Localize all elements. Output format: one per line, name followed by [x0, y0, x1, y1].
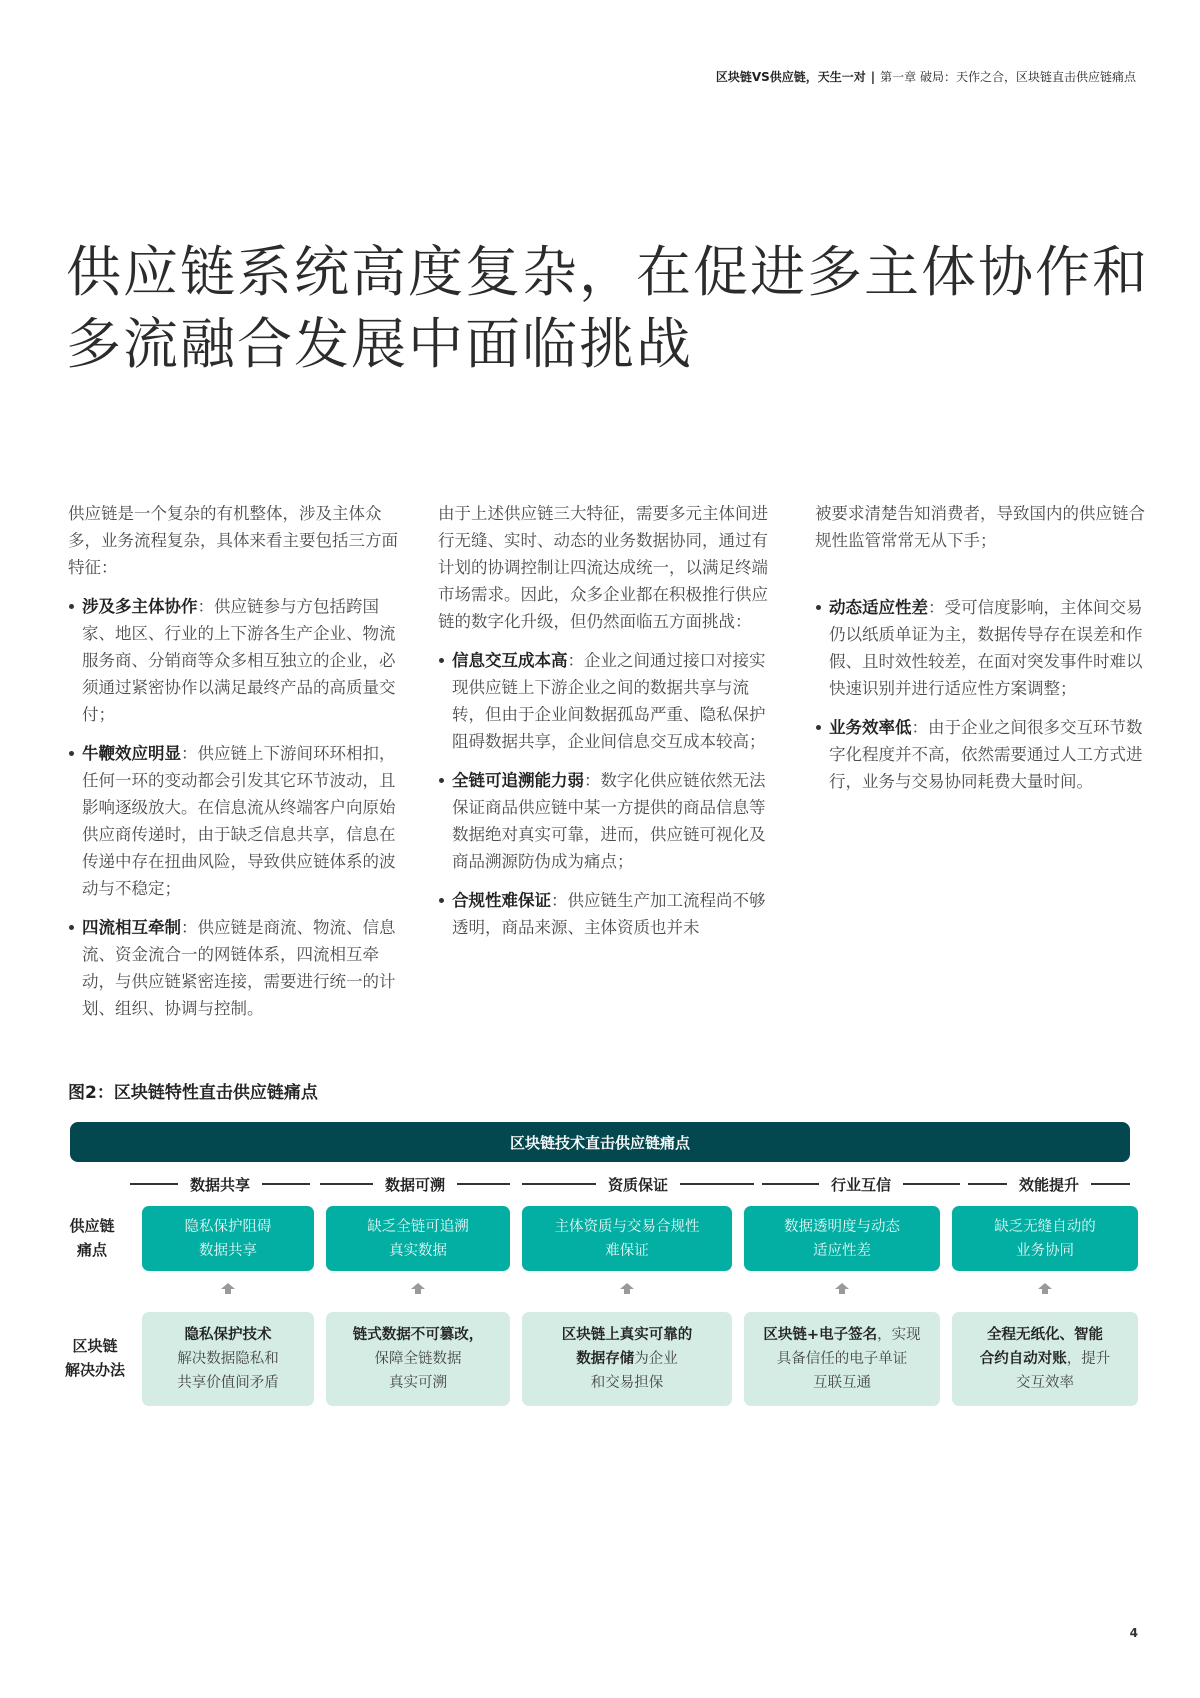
divider-line [680, 1183, 754, 1185]
category-label: 效能提升 [1019, 1175, 1080, 1194]
pain-point-box [522, 1206, 732, 1271]
solution-box [142, 1312, 314, 1406]
row-label-line: 解决办法 [64, 1361, 125, 1379]
bullet-item [815, 714, 1145, 795]
divider-line [903, 1183, 960, 1185]
solution-text: 解决数据隐私和 [177, 1351, 279, 1367]
divider-line [262, 1183, 310, 1185]
body-column-3 [815, 500, 1145, 807]
pain-point-box [326, 1206, 510, 1271]
pain-point-line: 数据共享 [199, 1242, 257, 1259]
solution-highlight: 合约自动对账 [979, 1351, 1067, 1367]
body-column-2 [438, 500, 768, 953]
solution-highlight: 隐私保护技术 [184, 1327, 272, 1343]
pain-point-line: 主体资质与交易合规性 [554, 1218, 700, 1235]
figure-banner [70, 1122, 1130, 1162]
solution-text: 为企业 [634, 1351, 678, 1367]
solution-line [562, 1347, 693, 1371]
bullet-term: 四流相互牵制 [82, 918, 181, 937]
solution-box [522, 1312, 732, 1406]
category-row [130, 1172, 1130, 1196]
row-label-line: 痛点 [76, 1241, 107, 1259]
pain-point-line: 数据透明度与动态 [784, 1218, 900, 1235]
solution-text: 互联互通 [813, 1375, 871, 1391]
solution-highlight: 链式数据不可篡改， [352, 1327, 484, 1343]
category-label: 数据可溯 [385, 1175, 446, 1194]
page-number: 4 [1129, 1626, 1138, 1640]
bullet-text: ：供应链是商流、物流、信息流、资金流合一的网链体系，四流相互牵动，与供应链紧密连接，需要进行统一的计划、组织、协调与控制。 [82, 918, 396, 1018]
solution-highlight: 区块链+电子签名 [763, 1327, 878, 1343]
category-header [320, 1172, 510, 1196]
solution-line [177, 1347, 279, 1371]
category-header [522, 1172, 754, 1196]
solution-line [980, 1371, 1111, 1395]
bullet-term: 全链可追溯能力弱 [452, 771, 584, 790]
category-label: 资质保证 [608, 1175, 669, 1194]
running-header-separator: | [870, 70, 876, 84]
bullet-item [68, 914, 404, 1022]
solution-highlight: 全程无纸化、智能 [987, 1327, 1103, 1343]
bullet-term: 涉及多主体协作 [82, 597, 198, 616]
column-2-intro: 由于上述供应链三大特征，需要多元主体间进行无缝、实时、动态的业务数据协同，通过有计划的协调控制让四流达成统一，以满足终端市场需求。因此，众多企业都在积极推行供应链的数字化升级，但仍然面临五方面挑战： [438, 504, 768, 631]
pain-point-line: 业务协同 [1016, 1242, 1074, 1259]
bullet-item [438, 887, 768, 941]
solution-line [980, 1347, 1111, 1371]
pain-point-line: 缺乏无缝自动的 [994, 1218, 1096, 1235]
divider-line [762, 1183, 819, 1185]
bullet-item [815, 594, 1145, 702]
bullet-term: 动态适应性差 [829, 598, 928, 617]
solution-line [177, 1371, 279, 1395]
bullet-text: ：由于企业之间很多交互环节数字化程度并不高，依然需要通过人工方式进行，业务与交易协同耗费大量时间。 [829, 718, 1143, 791]
divider-line [457, 1183, 510, 1185]
bullet-text: ：供应链生产加工流程尚不够透明，商品来源、主体资质也并未 [452, 891, 766, 937]
pain-point-line: 缺乏全链可追溯 [367, 1218, 469, 1235]
bullet-term: 信息交互成本高 [452, 651, 568, 670]
solution-line [177, 1323, 279, 1347]
solution-box [952, 1312, 1138, 1406]
solution-box [744, 1312, 940, 1406]
divider-line [968, 1183, 1007, 1185]
category-label: 数据共享 [190, 1175, 251, 1194]
category-header [968, 1172, 1130, 1196]
divider-line [130, 1183, 178, 1185]
pain-point-box [142, 1206, 314, 1271]
bullet-term: 牛鞭效应明显 [82, 744, 181, 763]
running-header [716, 68, 1136, 85]
solution-text: 交互效率 [1016, 1375, 1074, 1391]
bullet-item [438, 647, 768, 755]
solution-highlight: 数据存储 [576, 1351, 635, 1367]
divider-line [1091, 1183, 1130, 1185]
page-title: 供应链系统高度复杂，在促进多主体协作和多流融合发展中面临挑战 [66, 240, 1150, 376]
row-label-line: 供应链 [69, 1217, 115, 1235]
bullet-item [68, 740, 404, 902]
category-header [762, 1172, 960, 1196]
running-header-chapter: 第一章 破局：天作之合，区块链直击供应链痛点 [880, 70, 1136, 84]
solution-line [763, 1347, 920, 1371]
running-header-doc-title: 区块链VS供应链，天生一对 [715, 70, 866, 84]
bullet-text: ：企业之间通过接口对接实现供应链上下游企业之间的数据共享与流转，但由于企业间数据孤岛严重、隐私保护阻碍数据共享，企业间信息交互成本较高； [452, 651, 766, 751]
divider-line [320, 1183, 373, 1185]
solution-line [353, 1323, 484, 1347]
bullet-item [438, 767, 768, 875]
solution-text: 保障全链数据 [374, 1351, 462, 1367]
row-label-pain [64, 1214, 120, 1262]
column-1-intro: 供应链是一个复杂的有机整体，涉及主体众多，业务流程复杂，具体来看主要包括三方面特征： [68, 504, 398, 577]
solution-text: 真实可溯 [389, 1375, 447, 1391]
pain-point-box [952, 1206, 1138, 1271]
pain-point-line: 真实数据 [389, 1242, 447, 1259]
pain-point-line: 难保证 [605, 1242, 649, 1259]
figure-caption: 图2：区块链特性直击供应链痛点 [68, 1083, 318, 1103]
bullet-term: 业务效率低 [829, 718, 912, 737]
pain-point-box [744, 1206, 940, 1271]
solution-text: 具备信任的电子单证 [776, 1351, 908, 1367]
row-label-line: 区块链 [72, 1337, 118, 1355]
solution-highlight: 区块链上真实可靠的 [561, 1327, 693, 1343]
category-header [130, 1172, 310, 1196]
solution-line [353, 1371, 484, 1395]
solution-text: 共享价值间矛盾 [177, 1375, 279, 1391]
bullet-text: ：数字化供应链依然无法保证商品供应链中某一方提供的商品信息等数据绝对真实可靠，进而，供应链可视化及商品溯源防伪成为痛点； [452, 771, 766, 871]
bullet-term: 合规性难保证 [452, 891, 551, 910]
figure-banner-label: 区块链技术直击供应链痛点 [509, 1133, 690, 1152]
divider-line [522, 1183, 596, 1185]
bullet-text: ：供应链参与方包括跨国家、地区、行业的上下游各生产企业、物流服务商、分销商等众多相互独立的企业，必须通过紧密协作以满足最终产品的高质量交付； [82, 597, 396, 724]
solution-line [562, 1323, 693, 1347]
solution-line [763, 1371, 920, 1395]
pain-point-line: 适应性差 [813, 1242, 871, 1259]
solution-line [562, 1371, 693, 1395]
column-3-continuation: 被要求清楚告知消费者，导致国内的供应链合规性监管常常无从下手； [815, 504, 1145, 550]
solution-text: ，实现 [877, 1327, 921, 1343]
solution-line [763, 1323, 920, 1347]
bullet-text: ：供应链上下游间环环相扣，任何一环的变动都会引发其它环节波动，且影响逐级放大。在信息流从终端客户向原始供应商传递时，由于缺乏信息共享，信息在传递中存在扭曲风险，导致供应链体系的波动与不稳定； [82, 744, 396, 898]
row-label-solution [62, 1334, 128, 1382]
bullet-item [68, 593, 404, 728]
solution-line [980, 1323, 1111, 1347]
spacer [815, 566, 1145, 594]
body-column-1 [68, 500, 404, 1034]
solution-line [353, 1347, 484, 1371]
solution-box [326, 1312, 510, 1406]
solution-text: 和交易担保 [590, 1375, 664, 1391]
category-label: 行业互信 [831, 1175, 892, 1194]
solution-text: ，提升 [1066, 1351, 1111, 1367]
pain-point-line: 隐私保护阻碍 [184, 1218, 272, 1235]
bullet-text: ：受可信度影响，主体间交易仍以纸质单证为主，数据传导存在误差和作假、且时效性较差，在面对突发事件时难以快速识别并进行适应性方案调整； [829, 598, 1143, 698]
